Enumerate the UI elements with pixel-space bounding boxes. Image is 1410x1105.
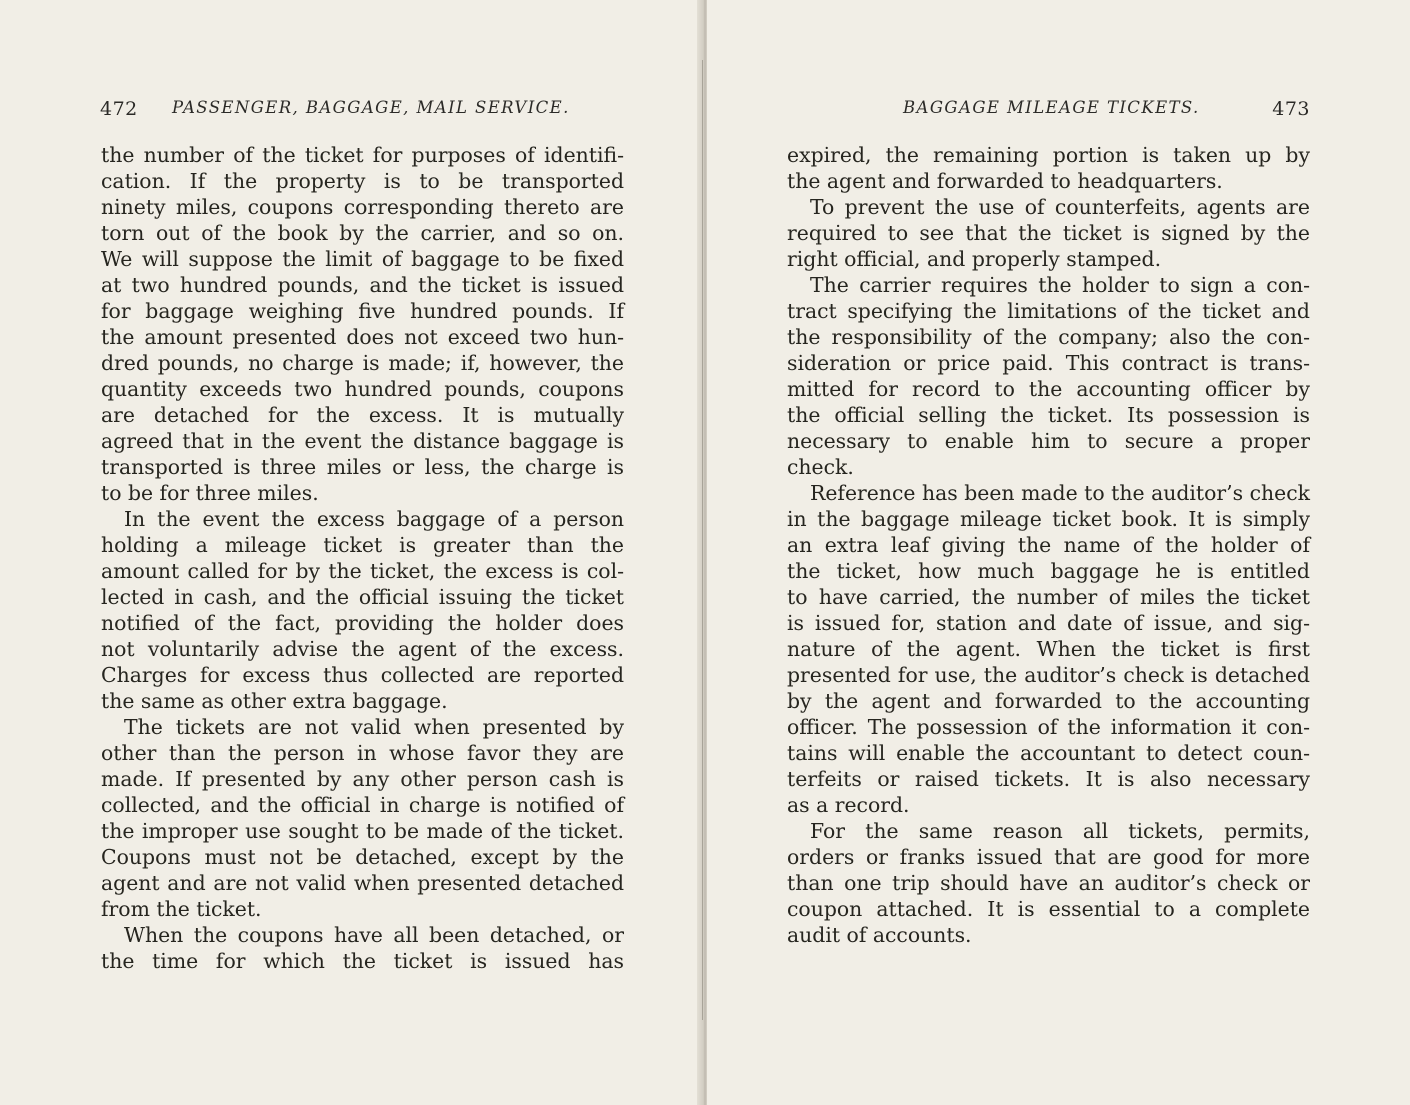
text-line: other than the person in whose favor they are [101,741,624,765]
page-number: 472 [100,98,138,120]
text-line: agent and are not valid when presented detached [101,871,624,895]
text-line: transported is three miles or less, the charge is [101,455,624,479]
text-line: right official, and properly stamped. [787,247,1162,271]
text-line: nature of the agent. When the ticket is first [787,637,1310,661]
text-line: dred pounds, no charge is made; if, however, the [101,351,624,375]
text-line: To prevent the use of counterfeits, agents are [810,195,1310,219]
text-line: ninety miles, coupons corresponding thereto are [101,195,624,219]
gutter-shadow-line [702,60,703,1020]
page-number: 473 [1272,98,1310,120]
text-line: mitted for record to the accounting officer by [787,377,1310,401]
text-line: the same as other extra baggage. [101,689,448,713]
text-line: collected, and the official in charge is notified of [101,793,624,817]
text-line: the amount presented does not exceed two hun- [101,325,624,349]
text-line: from the ticket. [101,897,262,921]
text-line: The carrier requires the holder to sign a con- [810,273,1310,297]
text-line: not voluntarily advise the agent of the excess. [101,637,624,661]
text-line: necessary to enable him to secure a proper [787,429,1310,453]
text-line: Coupons must not be detached, except by the [101,845,624,869]
text-line: the time for which the ticket is issued has [101,949,624,973]
text-line: the ticket, how much baggage he is entitled [787,559,1310,583]
running-title: BAGGAGE MILEAGE TICKETS. [903,98,1200,117]
text-line: the agent and forwarded to headquarters. [787,169,1223,193]
text-line: by the agent and forwarded to the accounting [787,689,1310,713]
text-line: cation. If the property is to be transported [101,169,624,193]
text-line: an extra leaf giving the name of the holder of [787,533,1310,557]
text-line: lected in cash, and the official issuing the ticket [101,585,624,609]
text-line: the official selling the ticket. Its possession is [787,403,1310,427]
text-line: in the baggage mileage ticket book. It is simply [787,507,1310,531]
text-line: When the coupons have all been detached, or [124,923,624,947]
text-line: the responsibility of the company; also the con- [787,325,1310,349]
text-line: the number of the ticket for purposes of identifi- [101,143,624,167]
text-line: orders or franks issued that are good for more [787,845,1310,869]
text-line: audit of accounts. [787,923,972,947]
text-line: as a record. [787,793,910,817]
text-line: at two hundred pounds, and the ticket is issued [101,273,624,297]
text-line: terfeits or raised tickets. It is also necessary [787,767,1310,791]
text-line: quantity exceeds two hundred pounds, coupons [101,377,624,401]
text-line: Charges for excess thus collected are reported [101,663,624,687]
text-line: coupon attached. It is essential to a complete [787,897,1310,921]
text-line: required to see that the ticket is signed by the [787,221,1310,245]
text-line: made. If presented by any other person cash is [101,767,624,791]
text-line: tract specifying the limitations of the ticket and [787,299,1310,323]
text-line: than one trip should have an auditor’s check or [787,871,1310,895]
text-line: to be for three miles. [101,481,319,505]
text-line: is issued for, station and date of issue, and sig- [787,611,1310,635]
text-line: officer. The possession of the information it con- [787,715,1310,739]
text-line: For the same reason all tickets, permits, [810,819,1310,843]
text-line: Reference has been made to the auditor’s check [810,481,1310,505]
text-line: notified of the fact, providing the holder does [101,611,624,635]
text-line: check. [787,455,854,479]
text-line: holding a mileage ticket is greater than the [101,533,624,557]
left-page-body [101,142,624,974]
text-line: expired, the remaining portion is taken up by [787,143,1310,167]
left-page [0,0,703,1105]
text-line: The tickets are not valid when presented by [124,715,624,739]
text-line: amount called for by the ticket, the excess is col- [101,559,624,583]
running-title: PASSENGER, BAGGAGE, MAIL SERVICE. [172,98,570,117]
text-line: We will suppose the limit of baggage to be fixed [101,247,624,271]
text-line: In the event the excess baggage of a person [124,507,624,531]
text-line: agreed that in the event the distance baggage is [101,429,624,453]
right-page-body [787,142,1310,948]
text-line: torn out of the book by the carrier, and so on. [101,221,624,245]
right-page [707,0,1410,1105]
text-line: sideration or price paid. This contract is trans- [787,351,1310,375]
text-line: to have carried, the number of miles the ticket [787,585,1310,609]
text-line: are detached for the excess. It is mutually [101,403,624,427]
text-line: tains will enable the accountant to detect coun- [787,741,1310,765]
text-line: the improper use sought to be made of the ticket. [101,819,624,843]
text-line: presented for use, the auditor’s check is detached [787,663,1310,687]
text-line: for baggage weighing five hundred pounds. If [101,299,624,323]
